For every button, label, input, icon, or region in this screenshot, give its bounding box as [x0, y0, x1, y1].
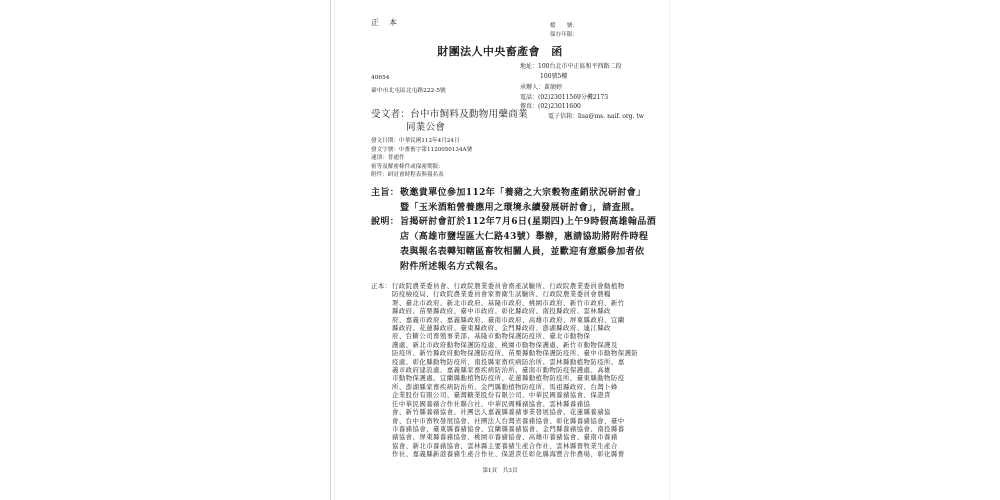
- meta-value: 中畜畜字第1120050134A號: [398, 146, 473, 153]
- recipient-address: 臺中市北屯區北屯路222-5號: [371, 88, 446, 94]
- meta-label: 速別：: [371, 155, 388, 162]
- meta-value: 普通件: [387, 155, 405, 162]
- sender-email: 電子信箱：lisa@ms. naif. org. tw: [548, 113, 644, 120]
- distribution-line: 縣政府、苗栗縣政府、臺中市政府、彰化縣政府、南投縣政府、雲林縣政: [392, 307, 611, 316]
- explanation-text: [400, 215, 656, 275]
- meta-row-issue-date: [371, 137, 472, 146]
- document-title: 財團法人中央畜產會 函: [437, 45, 563, 58]
- document-meta: [371, 137, 472, 180]
- recipient-postal-code: 40654: [371, 75, 390, 81]
- explanation-line: 旨揭研討會訂於112年7月6日(星期四)上午9時假高雄翰品酒: [400, 217, 657, 227]
- explanation-line: 店（高雄市鹽埕區大仁路43號）舉辦，惠請協助將附件時程: [400, 232, 649, 242]
- distribution-line: 協會、新北市養豬協會、雲林縣主要養豬生產合作社、雲林縣畜牧業生產合: [392, 441, 618, 450]
- sender-address-line2: 100號5樓: [540, 73, 568, 80]
- subject-label: 主旨：: [371, 188, 400, 198]
- distribution-line: 行政院農業委員會、行政院農業委員會畜產試驗所、行政院農業委員會動植物: [392, 282, 625, 290]
- distribution-line: 護處、新北市政府動物保護防疫處、桃園市動物保護處、新竹市動物保護及: [392, 340, 618, 349]
- file-number-label: 檔 號：: [550, 23, 578, 29]
- meta-value: 研討會時程表與報名表: [387, 172, 444, 179]
- distribution-line: 任中華民國養豬合作社聯合社、中華民國種豬協會、雲林縣養豬協: [392, 399, 591, 408]
- meta-row-speed: [371, 154, 472, 163]
- recipient-label: 受文者：: [371, 109, 411, 120]
- recipient-name-line2: 同業公會: [406, 122, 446, 133]
- meta-label: 發文日期：: [371, 138, 399, 144]
- meta-value: 中華民國112年4月24日: [398, 138, 460, 144]
- copy-type-label: 正 本: [371, 18, 398, 27]
- recipient-name-line1: 台中市飼料及動物用藥商業: [410, 109, 528, 120]
- distribution-line: 市動物保護處、宜蘭縣動植物防疫所、花蓮縣動植物防疫所、臺東縣動物防疫: [392, 374, 625, 383]
- subject-line: 暨「玉米酒粕營養應用之環境永續發展研討會」，請查照。: [400, 203, 640, 213]
- distribution-line: 會、台中市畜牧發展協會、社團法人台灣省養豬協會、彰化縣養豬協會、臺中: [392, 416, 625, 425]
- meta-row-confidentiality: [371, 163, 472, 172]
- subject-text: [400, 186, 646, 216]
- page-number: 第1頁 共3頁: [482, 468, 518, 474]
- meta-row-attachment: [371, 171, 472, 180]
- distribution-line: 企業股份有限公司、臺灣糖業股份有限公司、中華民國養豬協會、保證責: [392, 391, 611, 400]
- scan-edge-right: [669, 0, 670, 500]
- distribution-line: 府、嘉義市政府、嘉義縣政府、臺南市政府、高雄市政府、屏東縣政府、宜蘭: [392, 315, 625, 324]
- sender-phone: 電話：(02)23011569分機2173: [520, 94, 609, 101]
- scan-edge-left: [330, 0, 331, 500]
- distribution-line: 作社、嘉義縣新港養豬生產合作社、保證責任彰化縣海豐合作農場、彰化縣畜: [392, 450, 625, 459]
- sender-contact: 承辦人：黃碩婷: [520, 84, 563, 91]
- distribution-line: 所、澎湖縣家畜疾病防治所、金門縣動植物防疫所、馬祖縣政府、台灣卜蜂: [392, 382, 618, 391]
- distribution-line: 府、台糖公司畜殖事業部、基隆市動物保護防疫所、臺北市動物保: [392, 332, 591, 341]
- explanation-label: 說明：: [371, 217, 400, 227]
- distribution-line: 疫處、彰化縣動物防疫所、南投縣家畜疾病防治所、雲林縣動植物防疫所、嘉: [392, 357, 625, 366]
- distribution-line: 義市政府建設處、嘉義縣家畜疾病防治所、臺南市動物防疫保護處、高雄: [392, 366, 611, 375]
- subject-line: 敬邀貴單位參加112年「養豬之大宗穀物產銷狀況研討會」: [400, 188, 646, 198]
- distribution-line: 會、新竹縣養豬協會、社團法人嘉義縣養豬事業發展協會、花蓮縣養豬協: [392, 408, 611, 417]
- scan-edge-left-inner: [334, 0, 335, 500]
- distribution-label: 正本：: [371, 282, 392, 290]
- distribution-list: [392, 282, 638, 459]
- document-page: [328, 0, 672, 500]
- distribution-line: 市養豬協會、臺東縣養豬協會、宜蘭縣養豬協會、金門縣養豬協會、南投縣養: [392, 424, 625, 433]
- retention-period-label: 保存年限：: [550, 32, 578, 38]
- meta-row-doc-number: [371, 146, 472, 155]
- recipient-line1: [371, 106, 528, 120]
- distribution-line: 防疫檢疫局、行政院農業委員會家畜衛生試驗所、行政院農業委員會農糧: [392, 290, 611, 299]
- meta-label: 附件：: [371, 172, 388, 179]
- distribution-line: 豬協會、屏東縣養豬協會、桃園市養豬協會、高雄市養豬協會、臺南市養豬: [392, 433, 618, 442]
- distribution-line: 署、臺北市政府、新北市政府、基隆市政府、桃園市政府、新竹市政府、新竹: [392, 298, 625, 307]
- meta-label: 發文字號：: [371, 146, 399, 153]
- meta-label: 密等及解密條件或保密期限：: [371, 163, 444, 170]
- distribution-line: 防疫所、新竹縣政府動物保護防疫所、苗栗縣動物保護防疫所、臺中市動物保護防: [392, 349, 639, 358]
- distribution-line: 縣政府、花蓮縣政府、臺東縣政府、金門縣政府、澎湖縣政府、連江縣政: [392, 324, 611, 333]
- sender-address-line1: 地址：100台北市中正區和平西路二段: [520, 63, 622, 70]
- sender-fax: 傳真：(02)23011600: [520, 103, 581, 110]
- explanation-line: 附件所述報名方式報名。: [400, 262, 504, 272]
- explanation-line: 表與報名表轉知轄區畜牧相關人員，並歡迎有意願參加者依: [400, 247, 645, 257]
